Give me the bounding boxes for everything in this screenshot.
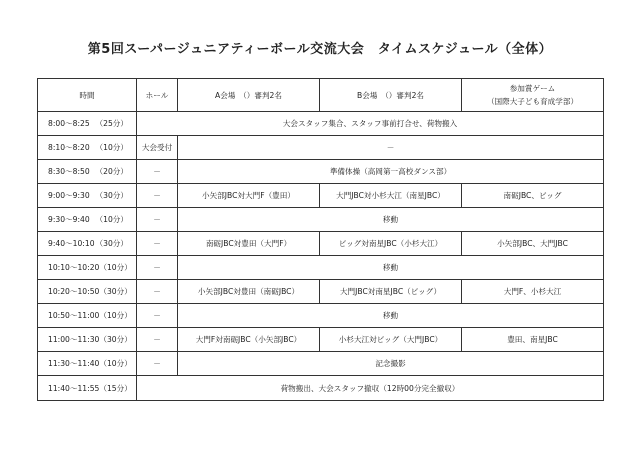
table-row [38, 136, 604, 160]
time-range: 11:00～11:30 [48, 335, 100, 344]
span-cell: 準備体操（高岡第一高校ダンス部） [178, 160, 604, 184]
span-cell: 荷物搬出、大会スタッフ撤収（12時00分完全撤収） [137, 376, 604, 401]
time-cell [38, 280, 137, 304]
duration: （25分） [95, 119, 128, 128]
hall-cell: － [137, 352, 178, 376]
game-cell: 小矢部JBC、大門JBC [462, 232, 604, 256]
time-range: 8:10～8:20 [48, 143, 90, 152]
time-cell [38, 208, 137, 232]
duration: （10分） [99, 263, 132, 272]
time-range: 8:00～8:25 [48, 119, 90, 128]
table-row [38, 352, 604, 376]
hall-cell: － [137, 184, 178, 208]
hall-cell: 大会受付 [137, 136, 178, 160]
table-row [38, 232, 604, 256]
time-range: 9:30～9:40 [48, 215, 90, 224]
table-row [38, 328, 604, 352]
duration: （10分） [95, 143, 128, 152]
table-row [38, 280, 604, 304]
venue-a-cell: 南砺JBC対豊田（大門F） [178, 232, 320, 256]
header-game-line1: 参加賞ゲーム [509, 84, 556, 93]
table-row [38, 376, 604, 401]
time-cell [38, 352, 137, 376]
time-range: 10:20～10:50 [48, 287, 100, 296]
venue-b-cell: 小杉大江対ビッグ（大門JBC） [320, 328, 462, 352]
game-cell: 大門F、小杉大江 [462, 280, 604, 304]
hall-cell: － [137, 160, 178, 184]
time-range: 9:40～10:10 [48, 239, 95, 248]
venue-a-cell: 大門F対南砺JBC（小矢部JBC） [178, 328, 320, 352]
table-row [38, 208, 604, 232]
duration: （10分） [99, 311, 132, 320]
time-range: 10:10～10:20 [48, 263, 100, 272]
time-range: 9:00～9:30 [48, 191, 90, 200]
hall-cell: － [137, 304, 178, 328]
duration: （30分） [99, 287, 132, 296]
time-cell [38, 376, 137, 401]
time-cell [38, 112, 137, 136]
span-cell: － [178, 136, 604, 160]
table-row [38, 304, 604, 328]
table-row [38, 184, 604, 208]
hall-cell: － [137, 280, 178, 304]
hall-cell: － [137, 328, 178, 352]
venue-a-cell: 小矢部JBC対大門F（豊田） [178, 184, 320, 208]
hall-cell: － [137, 232, 178, 256]
time-range: 10:50～11:00 [48, 311, 100, 320]
time-cell [38, 232, 137, 256]
span-cell: 大会スタッフ集合、スタッフ事前打合せ、荷物搬入 [137, 112, 604, 136]
duration: （10分） [95, 215, 128, 224]
schedule-table [37, 78, 604, 401]
time-range: 11:40～11:55 [48, 383, 100, 393]
table-row [38, 256, 604, 280]
time-range: 11:30～11:40 [48, 359, 100, 368]
header-game [462, 79, 604, 112]
venue-b-cell: 大門JBC対南星JBC（ビッグ） [320, 280, 462, 304]
time-cell [38, 256, 137, 280]
game-cell: 南砺JBC、ビッグ [462, 184, 604, 208]
duration: （10分） [99, 359, 132, 368]
time-cell [38, 136, 137, 160]
span-cell: 移動 [178, 208, 604, 232]
time-cell [38, 160, 137, 184]
header-venue-b: B会場 （）審判2名 [320, 79, 462, 112]
duration: （15分） [99, 383, 132, 393]
duration: （20分） [95, 167, 128, 176]
venue-a-cell: 小矢部JBC対豊田（南砺JBC） [178, 280, 320, 304]
time-cell [38, 184, 137, 208]
venue-b-cell: 大門JBC対小杉大江（南星JBC） [320, 184, 462, 208]
duration: （30分） [99, 335, 132, 344]
header-row [38, 79, 604, 112]
table-row [38, 160, 604, 184]
time-cell [38, 328, 137, 352]
hall-cell: － [137, 208, 178, 232]
time-cell [38, 304, 137, 328]
header-game-line2: （国際大子ども育成学部） [486, 97, 579, 106]
span-cell: 移動 [178, 304, 604, 328]
span-cell: 記念撮影 [178, 352, 604, 376]
hall-cell: － [137, 256, 178, 280]
header-hall: ホール [137, 79, 178, 112]
game-cell: 豊田、南星JBC [462, 328, 604, 352]
span-cell: 移動 [178, 256, 604, 280]
venue-b-cell: ビッグ対南星JBC（小杉大江） [320, 232, 462, 256]
header-time: 時間 [38, 79, 137, 112]
table-row [38, 112, 604, 136]
duration: （30分） [95, 239, 128, 248]
page-title: 第5回スーパージュニアティーボール交流大会 タイムスケジュール（全体） [87, 42, 553, 57]
time-range: 8:30～8:50 [48, 167, 90, 176]
duration: （30分） [95, 191, 128, 200]
header-venue-a: A会場 （）審判2名 [178, 79, 320, 112]
